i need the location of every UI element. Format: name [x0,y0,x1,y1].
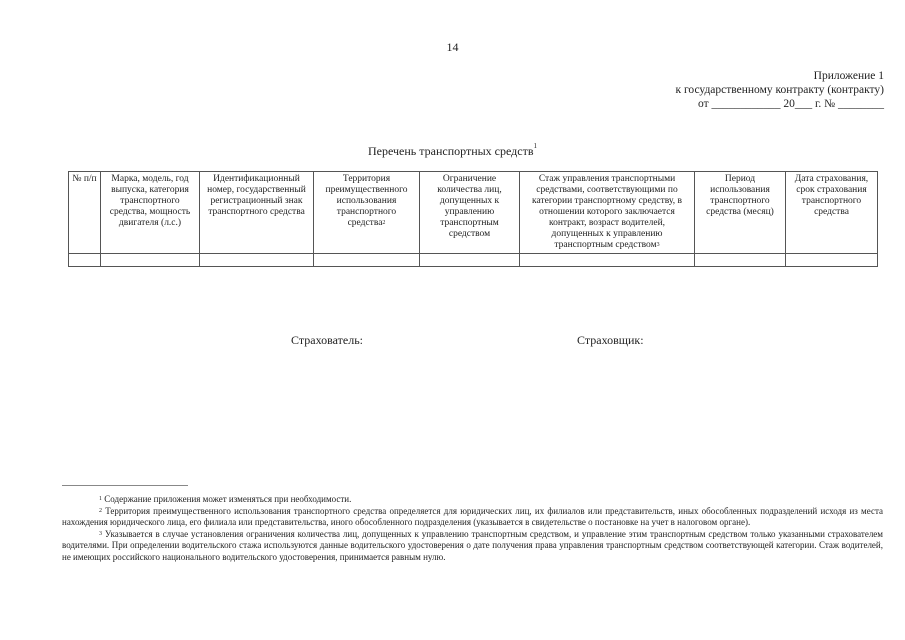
footnote-ref: 3 [656,242,660,248]
appendix-contract-ref: к государственному контракту (контракту) [675,84,884,96]
appendix-header [676,69,884,111]
table-cell [69,254,101,267]
header-cell: Дата страхования, срок страхования транспортного средства [786,172,878,254]
footnote-2: $^2$ Территория преимущественного использования транспортного средства определяется для юридических лиц, их филиалов или представительств, иных обособленных подразделений исходя из места нахождения юридического лица, его филиала или представительства, иного обособленного подразделения (указывается в свидетельстве о постановке на учет в налоговом органе). [62,505,884,527]
footnote-1: $^1$ Содержание приложения может изменяться при необходимости. [99,494,352,504]
header-cell: Идентификационный номер, государственный регистрационный знак транспортного средства [200,172,314,254]
table-cell [101,254,200,267]
header-cell: № п/п [69,172,101,254]
insured-signature-label: Страхователь: [291,333,363,347]
insurer-signature-label: Страховщик: [577,333,644,347]
header-cell: Марка, модель, год выпуска, категория транспортного средства, мощность двигателя (л.с.) [101,172,200,254]
header-cell: Стаж управления транспортными средствами, соответствующими по категории транспортному средству, в отношении которого заключается контракт, возраст водителей, допущенных к управлению транспортным средством$^3$ [520,172,695,254]
table-cell [420,254,520,267]
header-cell: Ограничение количества лиц, допущенных к управлению транспортным средством [420,172,520,254]
footnote-ref: 2 [382,220,386,226]
title-text: Перечень транспортных средств [367,144,534,158]
document-title [0,144,905,159]
table-cell [695,254,786,267]
table-cell [314,254,420,267]
vehicles-table [68,171,878,267]
appendix-title: Приложение 1 [813,70,884,82]
header-cell: Территория преимущественного использования транспортного средства$^2$ [314,172,420,254]
page-number: 14 [446,40,459,54]
title-footnote-ref: 1 [533,142,538,150]
table-row [69,254,878,267]
table-header-row [69,172,878,254]
footnote-separator [62,485,188,486]
table-cell [520,254,695,267]
footnote-3: $^3$ Указывается в случае установления ограничения количества лиц, допущенных к управлению транспортным средством, и управление этим транспортным средством только указанными страхователем водителями. При определении водительского стажа используются данные водительского удостоверения о дате получения права управления транспортным средством соответствующей категории. Стаж водителей, не имеющих российского национального водительского удостоверения, принимается равным нулю. [62,528,883,562]
table-cell [200,254,314,267]
footnotes [62,494,883,563]
table-cell [786,254,878,267]
header-cell: Период использования транспортного средства (месяц) [695,172,786,254]
appendix-date-number: от ____________ 20___ г. № ________ [697,98,884,110]
